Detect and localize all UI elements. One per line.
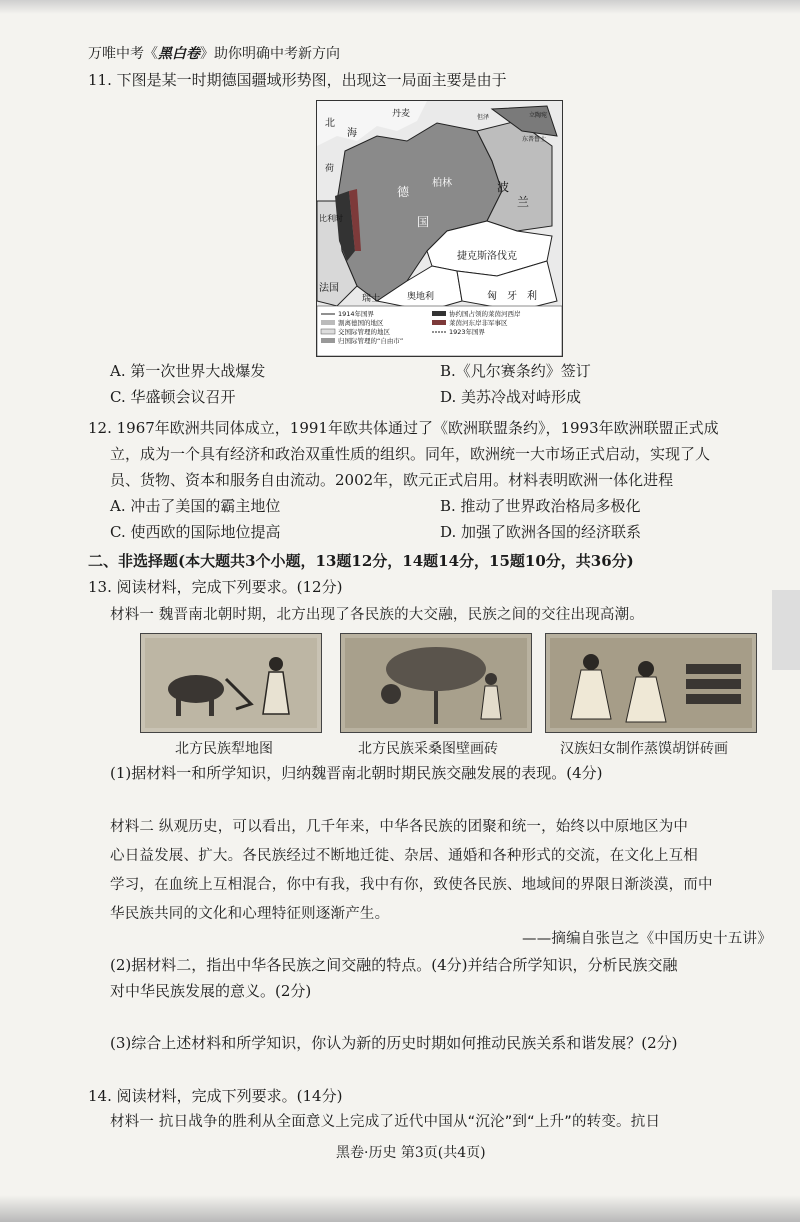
scan-side-mark bbox=[772, 590, 800, 670]
woman1-head bbox=[583, 654, 599, 670]
tree-canopy bbox=[386, 647, 486, 691]
label-sea: 海 bbox=[347, 128, 357, 139]
q13-material-1: 材料一 魏晋南北朝时期，北方出现了各民族的大交融，民族之间的交往出现高潮。 bbox=[110, 607, 645, 623]
label-denmark: 丹麦 bbox=[392, 109, 411, 119]
caption-mulberry: 北方民族采桑图壁画砖 bbox=[358, 741, 498, 757]
label-li: 利 bbox=[527, 291, 537, 302]
germany-map-figure bbox=[316, 100, 563, 357]
label-po: 波 bbox=[497, 180, 510, 194]
label-netherlands: 荷 bbox=[325, 164, 335, 174]
q12-line-1: 12. 1967年欧洲共同体成立，1991年欧共体通过了《欧洲联盟条约》，1993年欧洲联盟正式成 bbox=[88, 419, 719, 437]
photo-mulberry bbox=[340, 633, 532, 733]
legend-occupied: 协约国占领的莱茵河西岸 bbox=[449, 310, 521, 318]
q11-option-d[interactable]: D. 美苏冷战对峙形成 bbox=[440, 388, 582, 406]
q13-source: ——摘编自张岂之《中国历史十五讲》 bbox=[522, 931, 772, 947]
q13-material-2-line-3: 学习，在血统上互相混合，你中有我，我中有你，致使各民族、地域间的界限日渐淡漠，而中 bbox=[110, 877, 713, 893]
legend-intl: 交国际管理的地区 bbox=[338, 328, 390, 336]
legend-1923: 1923年国界 bbox=[449, 328, 486, 336]
legend-1914: 1914年国界 bbox=[338, 310, 375, 318]
label-france: 法国 bbox=[319, 283, 339, 294]
steamer-2 bbox=[686, 679, 741, 689]
q12-option-a[interactable]: A. 冲击了美国的霸主地位 bbox=[110, 497, 281, 515]
basket bbox=[381, 684, 401, 704]
q11-option-b[interactable]: B.《凡尔赛条约》签订 bbox=[440, 362, 591, 380]
section-2-heading: 二、非选择题(本大题共3个小题，13题12分，14题14分，15题10分，共36分) bbox=[88, 552, 634, 570]
steamer-1 bbox=[686, 664, 741, 674]
farmer-head bbox=[269, 657, 283, 671]
q12-option-d[interactable]: D. 加强了欧洲各国的经济联系 bbox=[440, 523, 642, 541]
photo-women bbox=[545, 633, 757, 733]
label-de: 德 bbox=[397, 185, 410, 199]
q14-stem: 14. 阅读材料，完成下列要求。(14分) bbox=[88, 1087, 343, 1105]
q13-material-2-line-2: 心日益发展、扩大。各民族经过不断地迁徙、杂居、通婚和各种形式的交流，在文化上互相 bbox=[110, 848, 698, 864]
q12-option-c[interactable]: C. 使西欧的国际地位提高 bbox=[110, 523, 281, 541]
label-czech: 捷克斯洛伐克 bbox=[457, 251, 517, 262]
woman2-head bbox=[638, 661, 654, 677]
label-east-prussia: 东普鲁士 bbox=[522, 136, 547, 143]
q11-option-c[interactable]: C. 华盛顿会议召开 bbox=[110, 388, 236, 406]
q12-option-b[interactable]: B. 推动了世界政治格局多极化 bbox=[440, 497, 641, 515]
map-svg bbox=[317, 101, 562, 356]
label-belgium: 比利时 bbox=[319, 214, 343, 223]
label-lithuania: 立陶宛 bbox=[529, 112, 548, 119]
photo-plowing bbox=[140, 633, 322, 733]
label-ya: 牙 bbox=[507, 291, 517, 302]
q13-material-2-line-4: 华民族共同的文化和心理特征则逐渐产生。 bbox=[110, 906, 390, 922]
label-danzig: 但泽 bbox=[477, 114, 490, 121]
steamer-3 bbox=[686, 694, 741, 704]
label-hun: 匈 bbox=[487, 291, 497, 302]
q14-material-1: 材料一 抗日战争的胜利从全面意义上完成了近代中国从“沉沦”到“上升”的转变。抗日 bbox=[110, 1114, 661, 1130]
q13-sub-2-line-2: 对中华民族发展的意义。(2分) bbox=[110, 982, 312, 1000]
q12-line-3: 员、货物、资本和服务自由流动。2002年，欧元正式启用。材料表明欧洲一体化进程 bbox=[110, 471, 674, 489]
legend-ceded: 割离德国的地区 bbox=[338, 319, 384, 327]
label-lan: 兰 bbox=[517, 195, 530, 209]
caption-plowing: 北方民族犁地图 bbox=[175, 741, 273, 757]
picker-head bbox=[485, 673, 497, 685]
legend-free-city: 归国际管理的“自由市” bbox=[338, 337, 404, 345]
label-guo: 国 bbox=[417, 215, 430, 229]
scan-top-edge bbox=[0, 0, 800, 14]
picker-body bbox=[481, 686, 501, 719]
label-austria: 奥地利 bbox=[407, 292, 435, 302]
page-footer: 黑卷·历史 第3页(共4页) bbox=[336, 1145, 486, 1161]
legend-demil: 莱茵河东岸非军事区 bbox=[449, 319, 508, 327]
label-swiss: 瑞士 bbox=[362, 294, 381, 304]
q12-line-2: 立，成为一个具有经济和政治双重性质的组织。同年，欧洲统一大市场正式启动，实现了人 bbox=[110, 445, 711, 463]
q13-stem: 13. 阅读材料，完成下列要求。(12分) bbox=[88, 578, 343, 596]
q13-sub-1: (1)据材料一和所学知识，归纳魏晋南北朝时期民族交融发展的表现。(4分) bbox=[110, 764, 603, 782]
caption-women: 汉族妇女制作蒸馍胡饼砖画 bbox=[560, 741, 728, 757]
page-header: 万唯中考《黑白卷》助你明确中考新方向 bbox=[88, 46, 340, 62]
label-berlin: 柏林 bbox=[432, 178, 452, 189]
q13-sub-2-line-1: (2)据材料二，指出中华各民族之间交融的特点。(4分)并结合所学知识，分析民族交融 bbox=[110, 956, 678, 974]
q13-sub-3: (3)综合上述材料和所学知识，你认为新的历史时期如何推动民族关系和谐发展？(2分) bbox=[110, 1034, 678, 1052]
q11-stem: 11. 下图是某一时期德国疆域形势图，出现这一局面主要是由于 bbox=[88, 71, 507, 89]
scan-bottom-edge bbox=[0, 1195, 800, 1222]
q11-option-a[interactable]: A. 第一次世界大战爆发 bbox=[110, 362, 266, 380]
label-north: 北 bbox=[325, 118, 335, 129]
q13-material-2-line-1: 材料二 纵观历史，可以看出，几千年来，中华各民族的团聚和统一，始终以中原地区为中 bbox=[110, 819, 689, 835]
